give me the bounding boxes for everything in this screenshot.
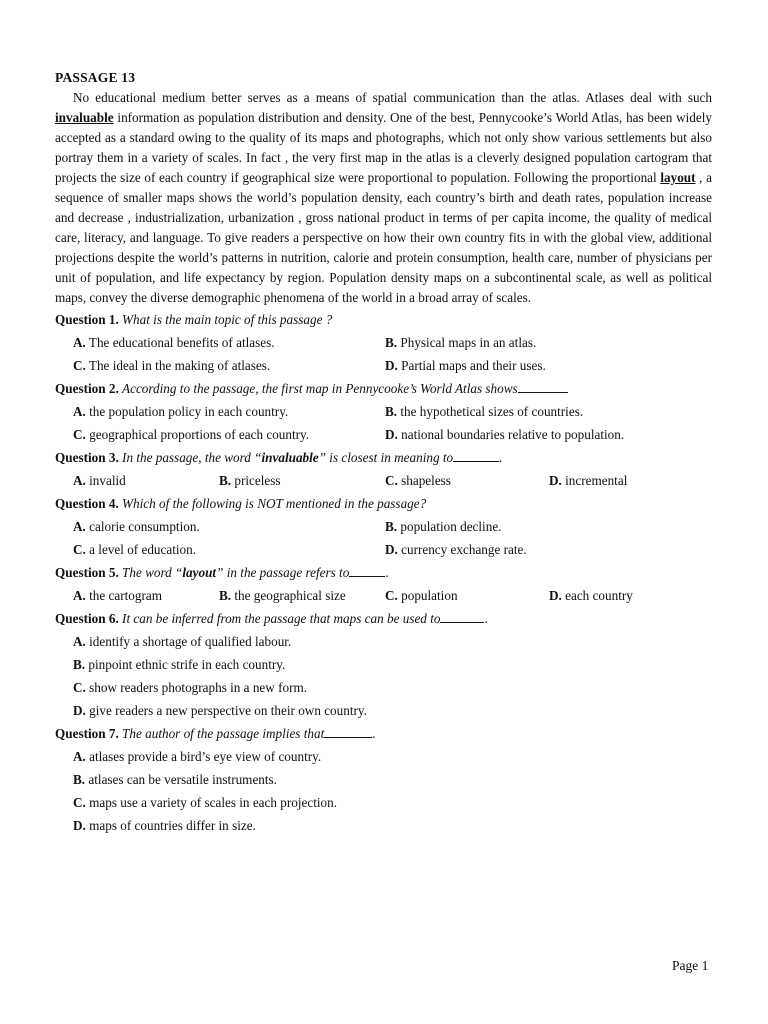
option-a[interactable] bbox=[55, 630, 712, 653]
option-b[interactable] bbox=[385, 515, 501, 538]
answer-blank bbox=[440, 612, 484, 623]
option-letter: D. bbox=[385, 358, 398, 373]
question-text: According to the passage, the first map in Pennycooke’s World Atlas shows bbox=[122, 381, 518, 396]
option-letter: A. bbox=[73, 588, 86, 603]
option-letter: D. bbox=[549, 473, 562, 488]
option-letter: B. bbox=[219, 473, 232, 488]
question-keyword: invaluable bbox=[261, 450, 319, 465]
option-letter: A. bbox=[73, 473, 86, 488]
keyword-invaluable: invaluable bbox=[55, 110, 114, 125]
option-d[interactable] bbox=[385, 423, 624, 446]
question-6: Question 6. It can be inferred from the passage that maps can be used to . bbox=[55, 611, 488, 626]
option-letter: D. bbox=[73, 818, 86, 833]
option-text: Partial maps and their uses. bbox=[401, 358, 546, 373]
options-row bbox=[55, 400, 712, 423]
option-a[interactable] bbox=[73, 331, 275, 354]
option-c[interactable] bbox=[385, 469, 451, 492]
option-letter: B. bbox=[385, 335, 398, 350]
option-text: Physical maps in an atlas. bbox=[400, 335, 537, 350]
option-letter: B. bbox=[219, 588, 232, 603]
option-d[interactable] bbox=[55, 699, 712, 722]
option-text: national boundaries relative to population. bbox=[401, 427, 625, 442]
option-text: give readers a new perspective on their own country. bbox=[89, 703, 367, 718]
option-text: atlases provide a bird’s eye view of country. bbox=[89, 749, 322, 764]
options-row bbox=[55, 584, 712, 607]
passage-title: PASSAGE 13 bbox=[55, 70, 136, 85]
option-text: pinpoint ethnic strife in each country. bbox=[88, 657, 286, 672]
passage-text-part: information as population distribution and density. One of the best, Pennycooke’s World Atlas, has been widely accepted as a standard owing to the quality of its maps and photographs, which not only show various settlements but also portray them in a variety of scales. In fact , the very first map in the atlas is a cleverly designed population cartogram that projects the size of each country if geographical size were proportional to population. Following the proportional bbox=[55, 110, 712, 185]
options-row bbox=[55, 538, 712, 561]
page-number: Page 1 bbox=[672, 958, 709, 973]
option-c[interactable] bbox=[385, 584, 458, 607]
question-text bbox=[122, 450, 453, 465]
option-text: population bbox=[401, 588, 458, 603]
option-letter: C. bbox=[73, 542, 86, 557]
question-label: Question 6. bbox=[55, 611, 119, 626]
option-text: the cartogram bbox=[89, 588, 162, 603]
option-letter: A. bbox=[73, 519, 86, 534]
option-b[interactable] bbox=[219, 469, 281, 492]
question-3: Question 3. In the passage, the word “invaluable” is closest in meaning to . bbox=[55, 450, 503, 465]
option-letter: D. bbox=[385, 427, 398, 442]
option-letter: B. bbox=[73, 657, 86, 672]
question-1 bbox=[55, 308, 712, 331]
option-text: show readers photographs in a new form. bbox=[89, 680, 308, 695]
option-letter: A. bbox=[73, 404, 86, 419]
option-d[interactable] bbox=[55, 814, 712, 837]
option-letter: D. bbox=[73, 703, 86, 718]
passage-text-part: , a sequence of smaller maps shows the world’s population density, each country’s birth and death rates, population increase and decrease , industrialization, urbanization , gross national product in terms of per capita income, the quality of medical care, literacy, and language. To give readers a perspective on how their own country fits in with the global view, additional projections despite the world’s patterns in nutrition, calorie and protein consumption, health care, number of physicians per unit of population, and life expectancy by region. Population density maps on a subcontinental scale, as well as political maps, convey the diverse demographic phenomena of the world in a broad array of scales. bbox=[55, 170, 712, 305]
option-text: The educational benefits of atlases. bbox=[88, 335, 275, 350]
question-label: Question 2. bbox=[55, 381, 119, 396]
option-text: The ideal in the making of atlases. bbox=[88, 358, 271, 373]
passage-text bbox=[55, 88, 712, 308]
option-text: invalid bbox=[89, 473, 126, 488]
option-a[interactable] bbox=[73, 469, 126, 492]
question-text: The author of the passage implies that bbox=[122, 726, 325, 741]
option-a[interactable] bbox=[73, 515, 200, 538]
option-letter: C. bbox=[73, 795, 86, 810]
option-c[interactable] bbox=[73, 423, 309, 446]
option-letter: B. bbox=[385, 519, 398, 534]
option-a[interactable] bbox=[73, 400, 288, 423]
question-text: What is the main topic of this passage ? bbox=[122, 312, 333, 327]
option-letter: C. bbox=[73, 680, 86, 695]
options-row bbox=[55, 469, 712, 492]
option-c[interactable] bbox=[55, 791, 712, 814]
keyword-layout: layout bbox=[660, 170, 696, 185]
option-letter: C. bbox=[73, 358, 86, 373]
option-text: incremental bbox=[565, 473, 628, 488]
option-letter: A. bbox=[73, 335, 86, 350]
option-d[interactable] bbox=[385, 538, 527, 561]
option-letter: C. bbox=[385, 588, 398, 603]
options-row bbox=[55, 331, 712, 354]
option-a[interactable] bbox=[55, 745, 712, 768]
option-b[interactable] bbox=[385, 331, 536, 354]
answer-blank bbox=[453, 451, 499, 462]
option-text: shapeless bbox=[401, 473, 451, 488]
question-label: Question 7. bbox=[55, 726, 119, 741]
option-text: atlases can be versatile instruments. bbox=[88, 772, 277, 787]
option-text: the hypothetical sizes of countries. bbox=[400, 404, 584, 419]
option-letter: B. bbox=[385, 404, 398, 419]
option-letter: D. bbox=[385, 542, 398, 557]
question-label: Question 5. bbox=[55, 565, 119, 580]
passage-text-part: No educational medium better serves as a means of spatial communication than the atlas. Atlases deal with such bbox=[73, 90, 712, 105]
option-text: currency exchange rate. bbox=[401, 542, 527, 557]
document-page bbox=[55, 68, 712, 837]
option-text: calorie consumption. bbox=[89, 519, 200, 534]
question-keyword: layout bbox=[182, 565, 217, 580]
option-letter: A. bbox=[73, 749, 86, 764]
question-7: Question 7. The author of the passage implies that . bbox=[55, 726, 376, 741]
option-a[interactable] bbox=[73, 584, 162, 607]
option-c[interactable] bbox=[73, 538, 196, 561]
option-text: geographical proportions of each country. bbox=[89, 427, 310, 442]
option-c[interactable] bbox=[55, 676, 712, 699]
option-text: identify a shortage of qualified labour. bbox=[89, 634, 292, 649]
option-letter: C. bbox=[385, 473, 398, 488]
question-label: Question 4. bbox=[55, 496, 119, 511]
option-text: population decline. bbox=[400, 519, 502, 534]
question-text bbox=[122, 565, 349, 580]
question-text-part: In the passage, the word “ bbox=[122, 450, 262, 465]
option-d[interactable] bbox=[549, 469, 627, 492]
question-5: Question 5. The word “layout” in the passage refers to . bbox=[55, 565, 389, 580]
options-row bbox=[55, 354, 712, 377]
question-text: Which of the following is NOT mentioned in the passage? bbox=[122, 496, 427, 511]
option-b[interactable] bbox=[55, 653, 712, 676]
answer-blank bbox=[518, 382, 568, 393]
answer-blank bbox=[349, 566, 385, 577]
option-letter: D. bbox=[549, 588, 562, 603]
option-text: a level of education. bbox=[89, 542, 197, 557]
option-letter: A. bbox=[73, 634, 86, 649]
options-row bbox=[55, 423, 712, 446]
option-text: the geographical size bbox=[234, 588, 346, 603]
question-4 bbox=[55, 492, 712, 515]
option-d[interactable] bbox=[385, 354, 546, 377]
option-b[interactable] bbox=[55, 768, 712, 791]
option-text: the population policy in each country. bbox=[89, 404, 289, 419]
option-b[interactable] bbox=[385, 400, 583, 423]
option-text: maps of countries differ in size. bbox=[89, 818, 256, 833]
answer-blank bbox=[324, 727, 372, 738]
question-label: Question 1. bbox=[55, 312, 119, 327]
question-text: It can be inferred from the passage that maps can be used to bbox=[122, 611, 441, 626]
option-d[interactable] bbox=[549, 584, 633, 607]
option-text: priceless bbox=[234, 473, 281, 488]
option-text: maps use a variety of scales in each projection. bbox=[89, 795, 338, 810]
question-text-part: ” in the passage refers to bbox=[216, 565, 350, 580]
question-text-part: ” is closest in meaning to bbox=[318, 450, 454, 465]
question-label: Question 3. bbox=[55, 450, 119, 465]
option-b[interactable] bbox=[219, 584, 346, 607]
option-text: each country bbox=[565, 588, 633, 603]
option-letter: C. bbox=[73, 427, 86, 442]
options-row bbox=[55, 515, 712, 538]
question-2 bbox=[55, 377, 712, 400]
question-text-part: The word “ bbox=[122, 565, 183, 580]
option-letter: B. bbox=[73, 772, 86, 787]
option-c[interactable] bbox=[73, 354, 270, 377]
